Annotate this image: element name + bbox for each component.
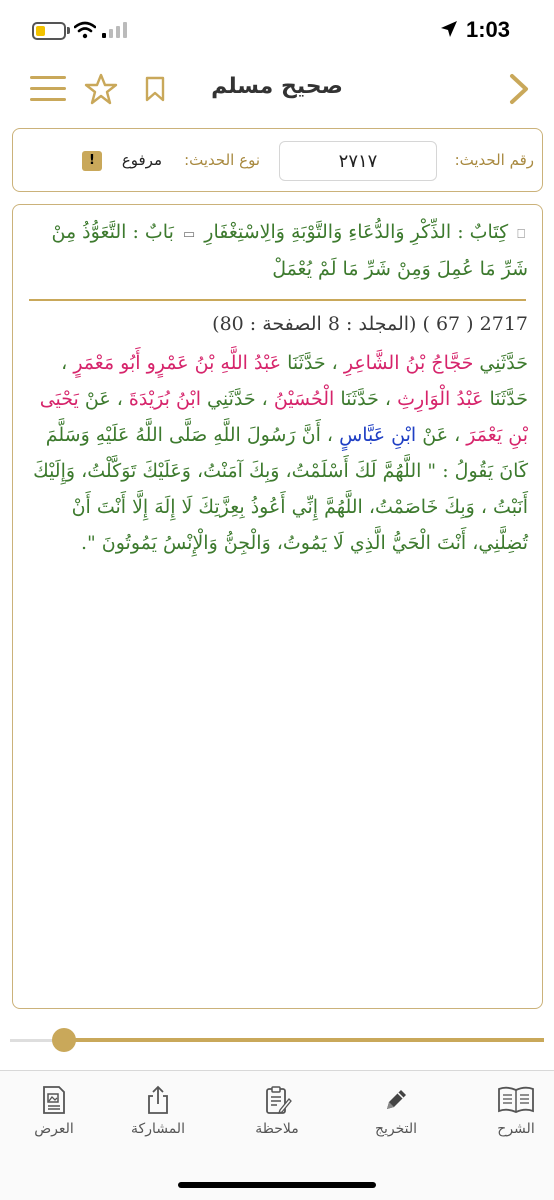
narrator-link[interactable]: حَجَّاجُ بْنُ الشَّاعِرِ	[343, 352, 474, 374]
hadith-info-box	[12, 128, 543, 192]
companion-link[interactable]: ابْنِ عَبَّاسٍ	[339, 424, 417, 446]
slider-thumb[interactable]	[52, 1028, 76, 1052]
transmission-word: حَدَّثَنِي	[479, 352, 528, 374]
tab-display[interactable]	[4, 1085, 104, 1155]
transmission-word: ، عَنْ	[422, 424, 461, 446]
chapter-title: التَّعَوُّذُ مِنْ شَرِّ مَا عُمِلَ وَمِنْ شَرِّ مَا لَمْ يُعْمَلْ	[51, 221, 528, 280]
transmission-word: ، حَدَّثَنِي	[207, 388, 268, 410]
slider-fill	[66, 1038, 544, 1042]
transmission-word: ، حَدَّثَنَا	[287, 352, 338, 374]
narrator-link[interactable]: ابْنُ بُرَيْدَةَ	[128, 388, 201, 410]
wifi-icon	[74, 21, 96, 39]
battery-cap	[67, 27, 70, 34]
open-book-small-icon[interactable]: ▭	[182, 227, 196, 242]
status-bar	[0, 0, 554, 62]
tab-label: التخريج	[374, 1121, 418, 1137]
hadith-content-card	[12, 204, 543, 1009]
bottom-tab-bar	[0, 1070, 554, 1200]
tab-takhrij[interactable]	[346, 1085, 446, 1155]
book-label: كِتَابٌ :	[457, 221, 509, 243]
tab-share[interactable]	[108, 1085, 208, 1155]
narrator-link[interactable]: الْحُسَيْنُ	[273, 388, 335, 410]
tab-label: الشرح	[497, 1121, 535, 1137]
hadith-reference: 2717 ( 67 ) (المجلد : 8 الصفحة : 80)	[212, 313, 528, 335]
clipboard-icon	[262, 1085, 292, 1115]
pencil-icon	[381, 1085, 411, 1115]
hadith-matn: ، أَنَّ رَسُولَ اللَّهِ صَلَّى اللَّهُ عَلَيْهِ وَسَلَّمَ كَانَ يَقُولُ : " اللَّهُمَّ لَكَ أَسْلَمْتُ، وَبِكَ آمَنْتُ، وَعَلَيْكَ تَوَكَّلْتُ، وَإِلَيْكَ أَنَبْتُ ، وَبِكَ خَاصَمْتُ، اللَّهُمَّ إِنِّي أَعُوذُ بِعِزَّتِكَ لَا إِلَهَ إِلَّا أَنْتَ أَنْ تُضِلَّنِي، أَنْتَ الْحَيُّ الَّذِي لَا يَمُوتُ، وَالْجِنُّ وَالْإِنْسُ يَمُوتُونَ ".	[33, 424, 528, 554]
open-book-icon	[497, 1085, 535, 1115]
hadith-text	[27, 345, 528, 561]
book-info-icon[interactable]: ⎕	[517, 227, 525, 242]
transmission-word: ، عَنْ	[84, 388, 123, 410]
star-icon[interactable]	[84, 72, 118, 106]
hadith-number-label: رقم الحديث:	[454, 151, 534, 169]
battery-icon	[32, 22, 66, 40]
tab-label: العرض	[34, 1121, 74, 1137]
divider	[29, 299, 526, 301]
hadith-type-value: مرفوع	[121, 151, 162, 169]
share-icon	[143, 1085, 173, 1115]
menu-icon[interactable]	[30, 74, 66, 104]
chapter-label: بَابٌ :	[132, 221, 174, 243]
page-title: صحيح مسلم	[211, 74, 343, 99]
hadith-number-input[interactable]	[279, 141, 437, 181]
document-image-icon	[39, 1085, 69, 1115]
tab-label: المشاركة	[131, 1121, 185, 1137]
cellular-signal-icon	[102, 22, 130, 38]
book-title: الذِّكْرِ وَالدُّعَاءِ وَالتَّوْبَةِ وَالِاسْتِغْفَارِ	[204, 221, 452, 243]
hadith-type-info-icon[interactable]: !	[82, 151, 102, 171]
transmission-word: ، حَدَّثَنَا	[340, 388, 392, 410]
hadith-type-label: نوع الحديث:	[184, 151, 260, 169]
narrator-link[interactable]: عَبْدُ الْوَارِثِ	[397, 388, 484, 410]
location-arrow-icon	[440, 20, 458, 38]
tab-label: ملاحظة	[255, 1121, 299, 1137]
nav-bar	[0, 62, 554, 118]
tab-note[interactable]	[227, 1085, 327, 1155]
home-indicator	[178, 1182, 376, 1188]
status-time: 1:03	[465, 17, 510, 42]
tab-sharh[interactable]	[466, 1085, 554, 1155]
chapter-heading	[27, 215, 528, 286]
bookmark-icon[interactable]	[144, 76, 166, 102]
narrator-link[interactable]: يَحْيَى بْنِ يَعْمَرَ	[39, 388, 528, 446]
transmission-word: ، حَدَّثَنَا	[61, 352, 528, 410]
narrator-link[interactable]: عَبْدُ اللَّهِ بْنُ عَمْرٍو أَبُو مَعْمَرٍ	[73, 352, 282, 374]
